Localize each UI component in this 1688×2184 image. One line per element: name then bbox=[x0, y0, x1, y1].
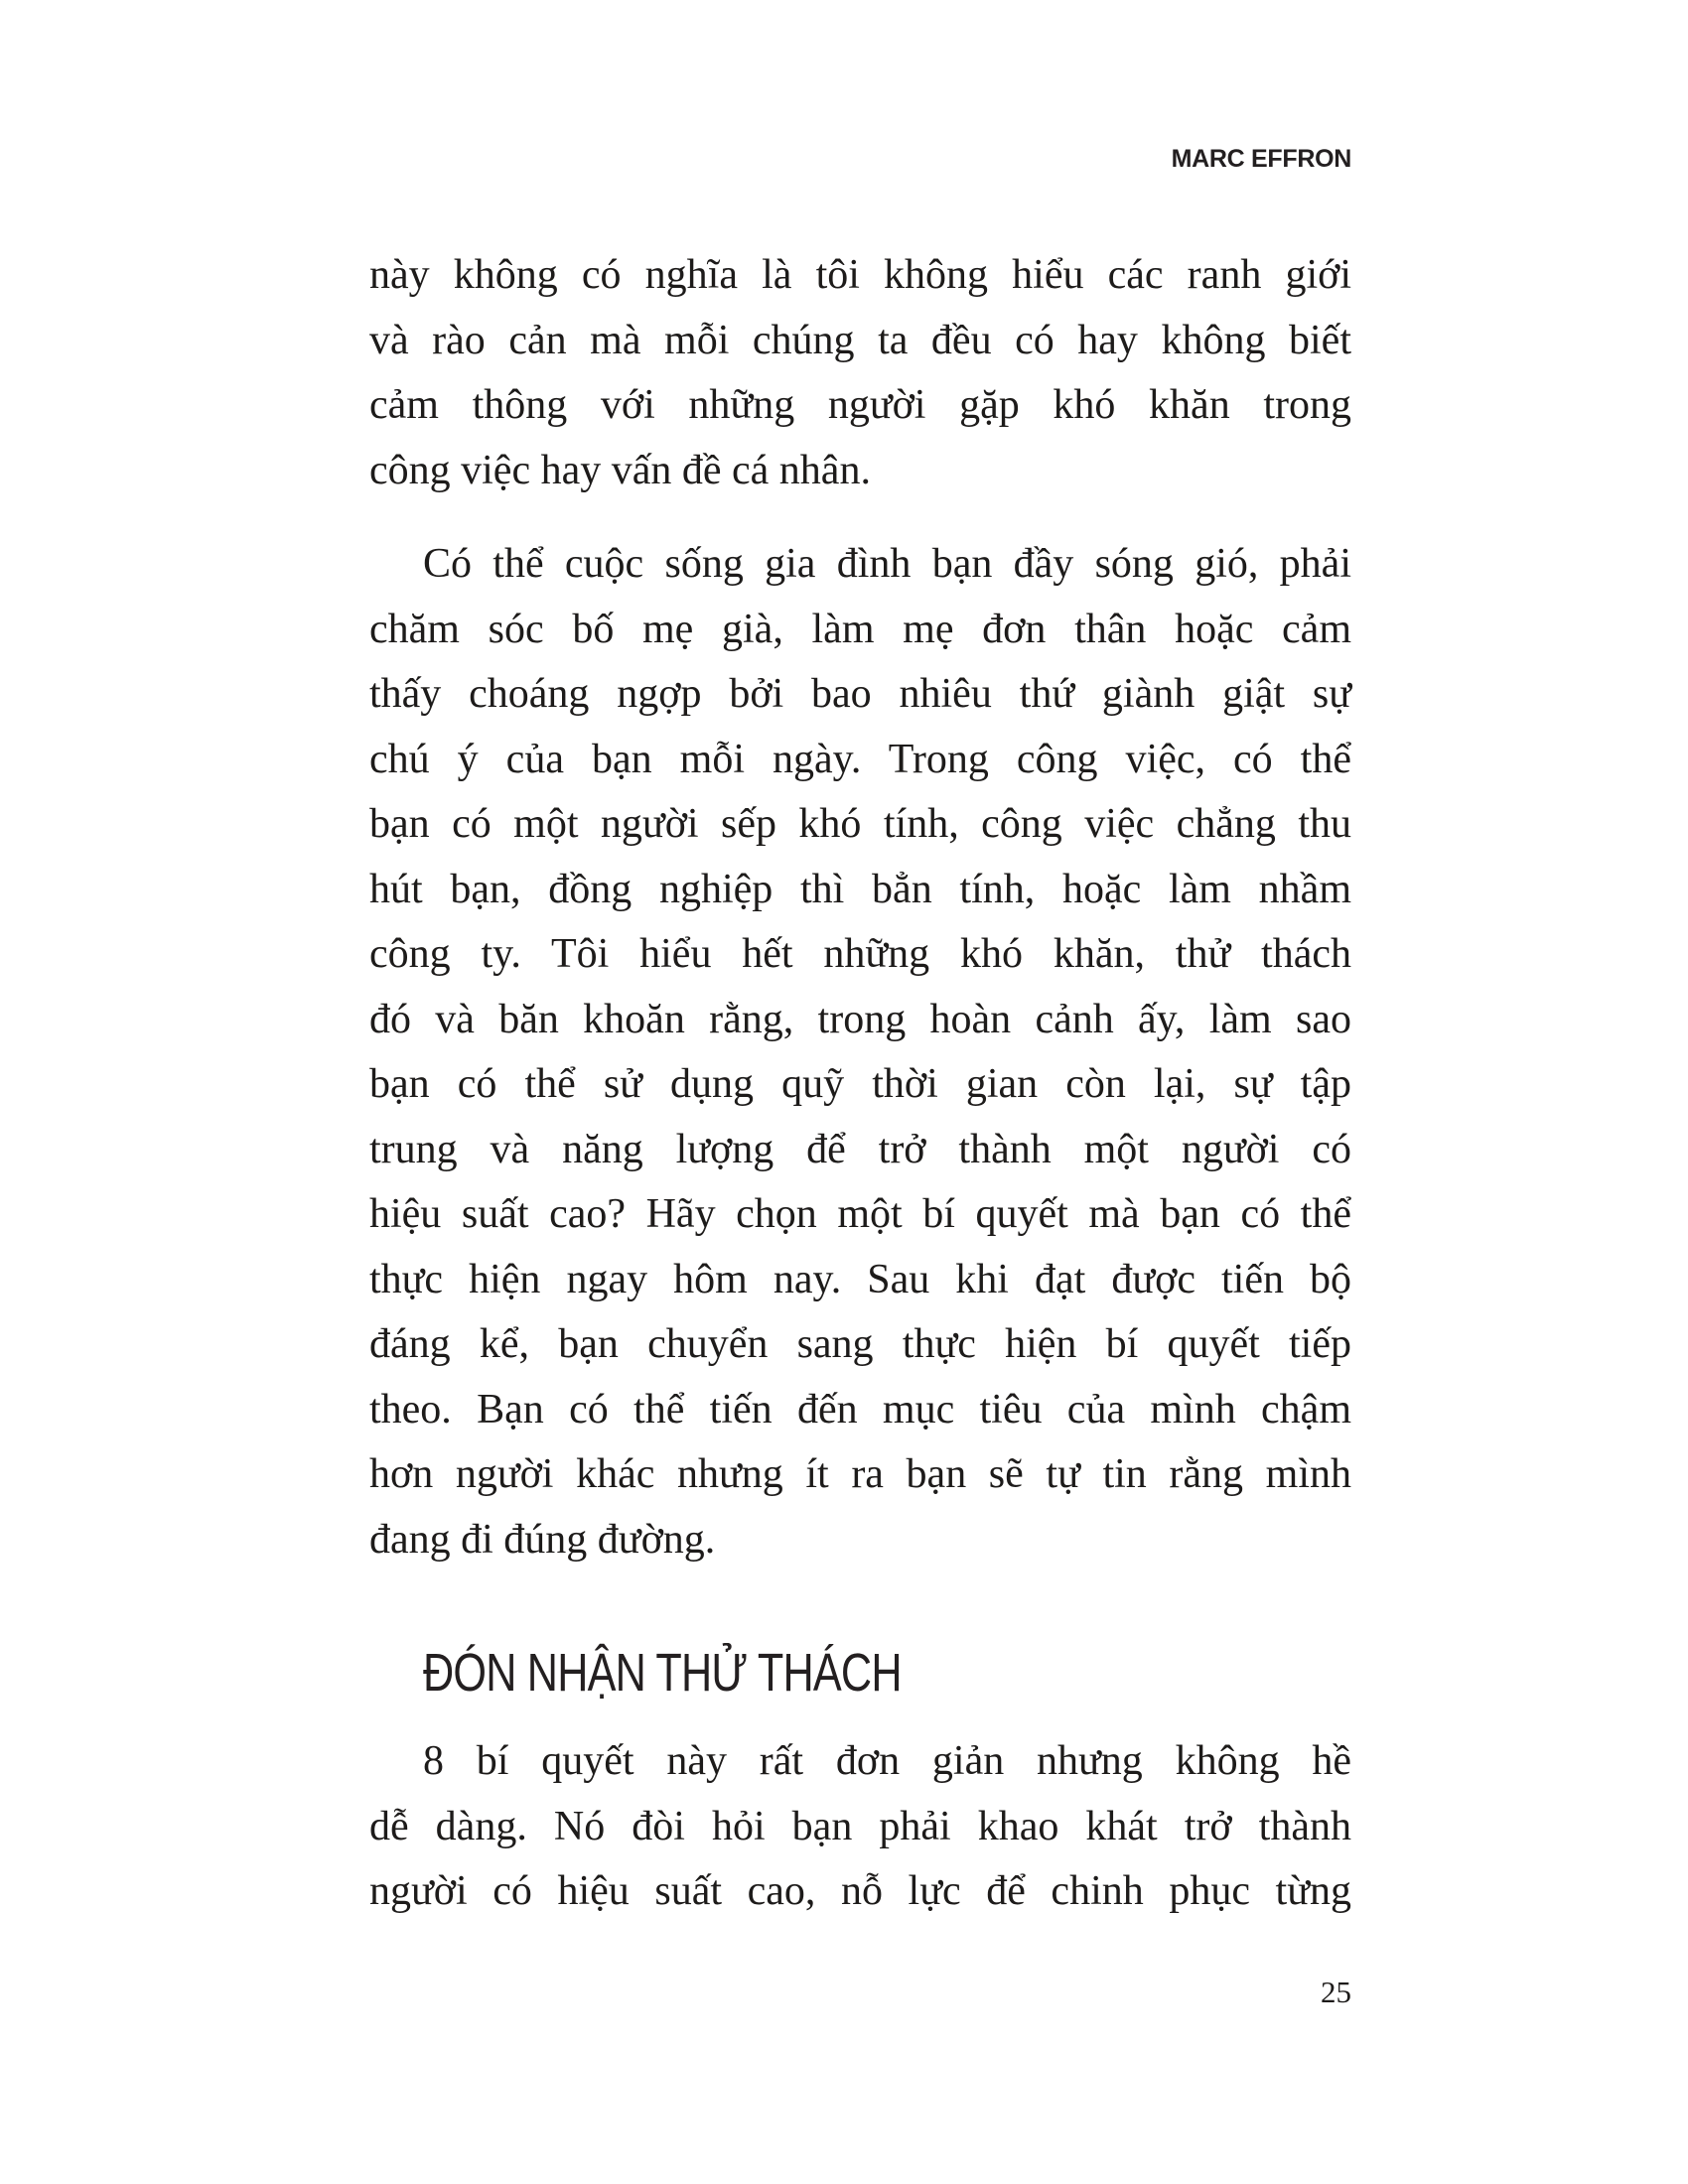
paragraph-2 bbox=[369, 532, 1351, 1572]
text-line: hiệu suất cao? Hãy chọn một bí quyết mà bạn có thể bbox=[369, 1191, 1351, 1237]
paragraph-3 bbox=[369, 1729, 1351, 1925]
running-head-author: MARC EFFRON bbox=[1171, 145, 1351, 173]
text-line: bạn có một người sếp khó tính, công việc chẳng thu bbox=[369, 801, 1351, 847]
text-line: 8 bí quyết này rất đơn giản nhưng không hề bbox=[423, 1738, 1351, 1784]
page-number: 25 bbox=[1321, 1975, 1351, 2009]
text-line: hơn người khác nhưng ít ra bạn sẽ tự tin rằng mình bbox=[369, 1451, 1351, 1497]
text-line: bạn có thể sử dụng quỹ thời gian còn lại, sự tập bbox=[369, 1061, 1351, 1107]
text-line: chú ý của bạn mỗi ngày. Trong công việc, có thể bbox=[369, 736, 1351, 782]
text-line: công ty. Tôi hiểu hết những khó khăn, thử thách bbox=[369, 931, 1351, 977]
text-line: Có thể cuộc sống gia đình bạn đầy sóng gió, phải bbox=[423, 541, 1351, 587]
text-line: đáng kể, bạn chuyển sang thực hiện bí quyết tiếp bbox=[369, 1321, 1351, 1367]
text-line: trung và năng lượng để trở thành một người có bbox=[369, 1126, 1351, 1172]
section-heading: ĐÓN NHẬN THỬ THÁCH bbox=[423, 1643, 902, 1703]
text-line: công việc hay vấn đề cá nhân. bbox=[369, 447, 871, 493]
text-line: và rào cản mà mỗi chúng ta đều có hay không biết bbox=[369, 317, 1351, 363]
text-line: theo. Bạn có thể tiến đến mục tiêu của mình chậm bbox=[369, 1386, 1351, 1433]
text-line: đang đi đúng đường. bbox=[369, 1516, 716, 1563]
text-line: thấy choáng ngợp bởi bao nhiêu thứ giành giật sự bbox=[369, 671, 1351, 717]
text-line: người có hiệu suất cao, nỗ lực để chinh phục từng bbox=[369, 1868, 1351, 1914]
text-line: dễ dàng. Nó đòi hỏi bạn phải khao khát trở thành bbox=[369, 1803, 1351, 1849]
text-line: chăm sóc bố mẹ già, làm mẹ đơn thân hoặc cảm bbox=[369, 606, 1351, 652]
paragraph-1 bbox=[369, 243, 1351, 503]
text-line: đó và băn khoăn rằng, trong hoàn cảnh ấy, làm sao bbox=[369, 996, 1351, 1042]
text-line: thực hiện ngay hôm nay. Sau khi đạt được tiến bộ bbox=[369, 1256, 1351, 1302]
text-line: cảm thông với những người gặp khó khăn trong bbox=[369, 382, 1351, 428]
text-line: hút bạn, đồng nghiệp thì bẳn tính, hoặc làm nhầm bbox=[369, 866, 1351, 912]
text-line: này không có nghĩa là tôi không hiểu các ranh giới bbox=[369, 252, 1351, 298]
